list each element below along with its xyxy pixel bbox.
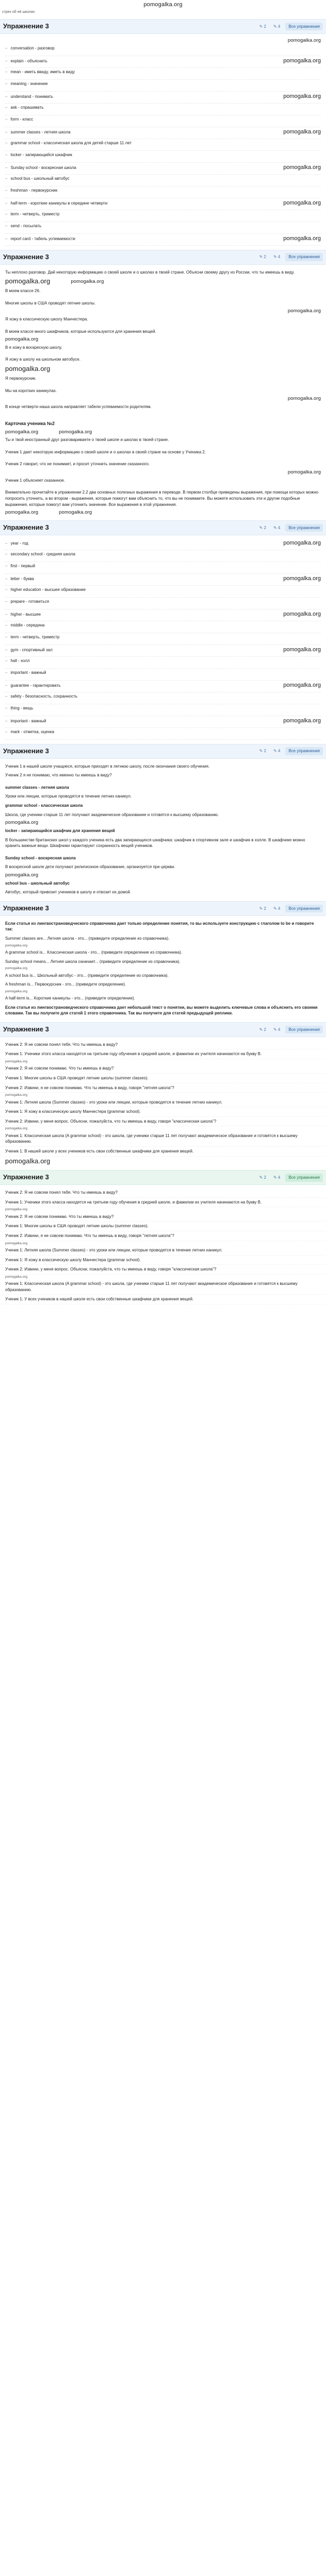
paragraph: Если статья из лингвострановедческого справочника дает небольшой текст о понятии, вы можете выделить ключевые слова и объяснить его своими словами. Так вы получите для статей 1 этого справочника. Так вы получите для статей предыдущей реплики. xyxy=(5,1005,318,1016)
watermark-row xyxy=(0,429,326,436)
bullet-icon: – xyxy=(5,634,8,639)
list-item xyxy=(5,44,321,56)
explain-heading: locker - запирающийся шкафчик для хранения вещей xyxy=(5,828,115,833)
bullet-icon: – xyxy=(5,587,8,592)
list-item xyxy=(5,151,321,163)
exercise-header xyxy=(0,250,326,265)
watermark: pomogalka.org xyxy=(5,510,39,516)
watermark: pomogalka.org xyxy=(283,717,321,724)
list-item xyxy=(5,222,321,234)
dialog-line: Ученик 1: Ученики этого класса находятся на третьем году обучения в средней школе, и фамилии их учителя начинаются на букву В. xyxy=(0,1049,326,1059)
exercise-actions xyxy=(257,1174,323,1182)
bullet-icon: – xyxy=(5,45,8,50)
list-item-text: half-term - короткие каникулы в середине четверти xyxy=(10,200,108,206)
paragraph: A half-term is... Короткие каникулы - это... (приведите определение). xyxy=(5,996,135,1001)
all-exercises-button[interactable]: Все упражнения xyxy=(285,905,323,913)
list-item-text: thing - вещь xyxy=(10,705,34,710)
card-title: Карточка ученика №2 xyxy=(5,421,55,427)
dialog-line: Ученик 2: Извини, у меня вопрос. Объясни, пожалуйста, что ты имеешь в виду, говоря "классическая школа"? xyxy=(0,1117,326,1127)
watermark: pomogalka.org xyxy=(5,872,39,878)
watermark-row xyxy=(0,336,326,343)
watermark: pomogalka.org xyxy=(287,37,321,43)
exercise-title: Упражнение 3 xyxy=(3,22,49,30)
paragraph: В моем классе 26. xyxy=(5,288,41,293)
all-exercises-button[interactable]: Все упражнения xyxy=(285,1174,323,1182)
watermark-row xyxy=(0,469,326,476)
list-item xyxy=(5,633,321,645)
list-item-text: grammar school - классическая школа для детей старше 11 лет xyxy=(10,140,132,145)
pencil-icon-count-2[interactable]: ✎ 2 xyxy=(259,525,266,530)
watermark-row xyxy=(0,395,326,402)
paragraph: Многие школы в США проводят летние школы. xyxy=(5,300,96,306)
exercise-header xyxy=(0,1022,326,1037)
top-note: стрех об ей школах xyxy=(2,10,35,14)
vocab-list-2 xyxy=(0,538,326,740)
bullet-icon: – xyxy=(5,129,8,134)
list-item-text: ask - спрашивать xyxy=(10,105,44,110)
watermark: pomogalka.org xyxy=(287,308,321,314)
list-item-text: understand - понимать xyxy=(10,94,53,99)
list-item-text: middle - середина xyxy=(10,622,45,628)
list-item-text: term - четверть, триместр xyxy=(10,211,60,216)
list-item xyxy=(5,139,321,151)
bullet-icon: – xyxy=(5,612,8,617)
bullet-icon: – xyxy=(5,599,8,604)
list-item xyxy=(5,728,321,740)
bullet-icon: – xyxy=(5,165,8,170)
list-item xyxy=(5,92,321,104)
list-item-text: summer classes - летняя школа xyxy=(10,129,71,134)
vocab-list-1 xyxy=(0,44,326,246)
watermark: pomogalka.org xyxy=(283,57,321,64)
list-item-text: first - первый xyxy=(10,563,36,568)
list-item xyxy=(5,80,321,92)
list-item xyxy=(5,127,321,139)
watermark-row xyxy=(0,509,326,516)
watermark: pomogalka.org xyxy=(5,429,39,435)
paragraph: Summer classes are... Летняя школа - это... (приведите определение из справочника). xyxy=(5,936,170,941)
list-item-text: mark - отметка, оценка xyxy=(10,729,55,734)
list-item xyxy=(5,669,321,681)
watermark: pomogalka.org xyxy=(283,539,321,546)
watermark: pomogalka.org xyxy=(5,336,39,343)
bullet-icon: – xyxy=(5,693,8,699)
watermark: pomogalka.org xyxy=(283,575,321,582)
bullet-icon: – xyxy=(5,69,8,74)
bullet-icon: – xyxy=(5,58,8,63)
bullet-icon: – xyxy=(5,576,8,581)
list-item-text: safety - безопасность, сохранность xyxy=(10,693,78,699)
list-item-text: prepare - готовиться xyxy=(10,599,50,604)
explain-heading: grammar school - классическая школа xyxy=(5,803,83,808)
list-item-text: report card - табель успеваемости xyxy=(10,236,75,241)
bullet-icon: – xyxy=(5,622,8,628)
watermark-row xyxy=(0,308,326,315)
watermark: pomogalka.org xyxy=(283,199,321,206)
pencil-icon-count-4[interactable]: ✎ 4 xyxy=(273,255,281,260)
list-item-text: Sunday school - воскресная школа xyxy=(10,165,76,170)
list-item-text: important - важный xyxy=(10,718,46,723)
list-item-text: mean - иметь ввиду, иметь в виду xyxy=(10,69,75,74)
pencil-icon-count-4[interactable]: ✎ 4 xyxy=(273,24,281,29)
pencil-icon-count-2[interactable]: ✎ 2 xyxy=(259,906,266,911)
watermark: pomogalka.org xyxy=(59,429,92,435)
list-item xyxy=(5,562,321,574)
watermark: pomogalka.org xyxy=(5,1127,27,1131)
all-exercises-button[interactable]: Все упражнения xyxy=(285,253,323,261)
pencil-icon-count-4[interactable]: ✎ 4 xyxy=(273,1027,281,1032)
watermark-row xyxy=(0,277,326,286)
paragraph: Ученик 1 в нашей школе учащиеся, которые приходят в летнюю школу, после окончания своего обучения. xyxy=(5,764,210,769)
paragraph: A school bus is... Школьный автобус - это... (приведите определение из справочника). xyxy=(5,973,169,978)
paragraph: Если статья из лингвострановедческого справочника дает только определение понятия, то вы используете конструкцию с глаголом to be и говорите так: xyxy=(5,921,314,932)
watermark: pomogalka.org xyxy=(5,277,51,285)
pencil-icon-count-4[interactable]: ✎ 4 xyxy=(273,906,281,911)
paragraph: Sunday school means... Летняя школа означает... (приведите определение из справочника). xyxy=(5,959,181,964)
watermark-row xyxy=(0,37,326,44)
watermark: pomogalka.org xyxy=(5,820,39,826)
list-item xyxy=(5,198,321,210)
dialog-line: Ученик 1: Многие школы в США проводят летние школы (summer classes). xyxy=(0,1074,326,1083)
all-exercises-button[interactable]: Все упражнения xyxy=(285,524,323,532)
list-item-text: form - класс xyxy=(10,116,34,122)
list-item xyxy=(5,68,321,80)
paragraph: В большинстве британских школ у каждого ученика есть два запирающихся шкафчика: шкафчик в спортивном зале и шкафчик в холле. В шкафчике можно хранить важные вещи. Шкафчики гарантируют сохранность вещей учеников. xyxy=(5,837,305,849)
dialog-line: Ученик 1: Я хожу в классическую школу Манчестера (grammar school). xyxy=(0,1107,326,1117)
exercise-header xyxy=(0,1170,326,1185)
list-item-text: year - год xyxy=(10,540,28,546)
bullet-icon: – xyxy=(5,81,8,86)
exercise-title: Упражнение 3 xyxy=(3,904,49,912)
pencil-icon-count-2[interactable]: ✎ 2 xyxy=(259,24,266,29)
list-item xyxy=(5,187,321,198)
paragraph: В моем классе много шкафчиков, которые используются для хранения вещей. xyxy=(5,329,156,334)
bullet-icon: – xyxy=(5,540,8,546)
bullet-icon: – xyxy=(5,647,8,652)
dialog-line: Ученик 1: Я хожу в классическую школу Манчестера (grammar school). xyxy=(0,1256,326,1265)
watermark: pomogalka.org xyxy=(283,646,321,653)
list-item-text: explain - объяснить xyxy=(10,58,47,63)
bullet-icon: – xyxy=(5,94,8,99)
paragraph: Уроки или лекции, которые проводятся в течение летних каникул. xyxy=(5,794,132,799)
bullet-icon: – xyxy=(5,718,8,723)
watermark-row xyxy=(0,1157,326,1166)
paragraph: A freshman is... Первокурсник - это... (приведите определение). xyxy=(5,982,126,987)
list-item-text: freshman - первокурсник xyxy=(10,188,58,193)
list-item-text: gym - спортивный зал xyxy=(10,647,53,652)
pencil-icon-count-2[interactable]: ✎ 2 xyxy=(259,255,266,260)
bullet-icon: – xyxy=(5,116,8,122)
pencil-icon-count-2[interactable]: ✎ 2 xyxy=(259,1027,266,1032)
dialog-line: Ученик 1: Классическая школа (A grammar school) - это школа, где ученики старше 11 лет получают академическое образование и готовятся к высшему образованию. xyxy=(0,1131,326,1147)
dialog-line: Ученик 1: Классическая школа (A grammar school) - это школа, где ученики старше 11 лет получают академическое образование и готовятся к высшему образованию. xyxy=(0,1279,326,1295)
watermark: pomogalka.org xyxy=(5,1093,27,1097)
list-item xyxy=(5,210,321,222)
paragraph: Автобус, который привозит учеников в школу и отвозит их домой. xyxy=(5,890,132,895)
watermark: pomogalka.org xyxy=(5,989,27,993)
watermark: pomogalka.org xyxy=(5,1241,27,1245)
paragraph: В я хожу в воскресную школу. xyxy=(5,345,62,350)
watermark: pomogalka.org xyxy=(5,967,27,971)
bullet-icon: – xyxy=(5,105,8,110)
exercise-header xyxy=(0,744,326,759)
bullet-icon: – xyxy=(5,152,8,157)
list-item xyxy=(5,645,321,657)
paragraph: Я первокурсник. xyxy=(5,376,37,381)
list-item xyxy=(5,598,321,609)
list-item xyxy=(5,621,321,633)
list-item-text: conversation - разговор xyxy=(10,45,55,50)
list-item xyxy=(5,704,321,716)
paragraph: Внимательно прочитайте в упражнении 2.2 два основных полезных выражения в переводе. В первом столбце приведены выражения, при помощи которых можно попросить уточнить, а во втором - выражения, которые помогут вам объяснить то, что вы не понимаете. Вы можете использовать эти и другие подобные выражения, которые помогут вам уточнить значение. Все выражения в этой упражнения. xyxy=(5,490,319,507)
exercise-actions xyxy=(257,905,323,913)
watermark-row xyxy=(0,872,326,879)
exercise-actions xyxy=(257,23,323,31)
list-item-text: send - посылать xyxy=(10,223,42,228)
watermark: pomogalka.org xyxy=(283,164,321,171)
watermark: pomogalka.org xyxy=(283,93,321,99)
watermark: pomogalka.org xyxy=(5,365,51,373)
list-item xyxy=(5,234,321,246)
watermark-row xyxy=(0,819,326,826)
pencil-icon-count-4[interactable]: ✎ 4 xyxy=(273,1175,281,1180)
watermark: pomogalka.org xyxy=(5,1208,27,1212)
paragraph: A grammar school is... Классическая школа - это... (приведите определение из справочника). xyxy=(5,950,183,955)
exercise-title: Упражнение 3 xyxy=(3,252,49,261)
exercise-actions xyxy=(257,253,323,261)
watermark: pomogalka.org xyxy=(59,510,92,516)
watermark: pomogalka.org xyxy=(283,611,321,617)
list-item xyxy=(5,115,321,127)
pencil-icon-count-2[interactable]: ✎ 2 xyxy=(259,1175,266,1180)
dialog-line: Ученик 2: Я не совсем понимаю. Что ты имеешь в виду? xyxy=(0,1212,326,1222)
paragraph: Ученик 1 объясняет сказанное. xyxy=(5,478,66,483)
exercise-title: Упражнение 3 xyxy=(3,1173,49,1181)
watermark: pomogalka.org xyxy=(71,278,104,284)
exercise-header xyxy=(0,901,326,916)
watermark-row xyxy=(0,364,326,374)
exercise-header xyxy=(0,19,326,34)
list-item xyxy=(5,586,321,598)
list-item-text: higher education - высшее образование xyxy=(10,587,86,592)
dialog-line: Ученик 1: Ученики этого класса находятся на третьем году обучения в средней школе, и фамилии их учителя начинаются на букву В. xyxy=(0,1198,326,1208)
list-item xyxy=(5,657,321,669)
bullet-icon: – xyxy=(5,200,8,206)
bullet-icon: – xyxy=(5,551,8,556)
bullet-icon: – xyxy=(5,705,8,710)
watermark: pomogalka.org xyxy=(287,396,321,402)
bullet-icon: – xyxy=(5,729,8,734)
paragraph: Ты и твой иностранный друг разговариваете о твоей школе и школах в твоей стране. xyxy=(5,437,169,443)
list-item-text: hall - холл xyxy=(10,658,30,663)
exercise-actions xyxy=(257,524,323,532)
list-item xyxy=(5,692,321,704)
bullet-icon: – xyxy=(5,683,8,688)
list-item xyxy=(5,550,321,562)
watermark: pomogalka.org xyxy=(5,1157,51,1165)
dialog-line: Ученик 2: Извини, я не совсем понимаю. Что ты имеешь в виду, говоря "летняя школа"? xyxy=(0,1231,326,1241)
paragraph: В воскресной школе дети получают религиозное образование, организуется при церкви. xyxy=(5,865,175,870)
list-item xyxy=(5,56,321,68)
watermark: pomogalka.org xyxy=(287,469,321,476)
bullet-icon: – xyxy=(5,140,8,145)
bullet-icon: – xyxy=(5,223,8,228)
list-item-text: meaning - значение xyxy=(10,81,48,86)
dialog-line: Ученик 1: Летняя школа (Summer classes) - это уроки или лекции, которые проводятся в течение летних каникул. xyxy=(0,1246,326,1256)
paragraph: Мы на коротких каникулах. xyxy=(5,388,57,393)
list-item-text: locker - запирающийся шкафчик xyxy=(10,152,72,157)
paragraph: Ученик 1 дает некоторую информацию о своей школе и о школах в своей стране на основе у Ученика 2. xyxy=(5,449,206,454)
paragraph: В конце четверти наша школа направляет табели успеваемости родителям. xyxy=(5,404,152,409)
exercise-actions xyxy=(257,747,323,755)
watermark: pomogalka.org xyxy=(5,1275,27,1279)
bullet-icon: – xyxy=(5,563,8,568)
exercise-title: Упражнение 3 xyxy=(3,747,49,755)
paragraph: Ученик 2 говорит, что не понимает, и просит уточнить значение сказанного. xyxy=(5,462,150,467)
list-item xyxy=(5,609,321,621)
site-logo[interactable]: pomogalka.org xyxy=(143,2,183,8)
list-item-text: secondary school - средняя школа xyxy=(10,551,75,556)
dialog-line: Ученик 1: Летняя школа (Summer classes) - это уроки или лекции, которые проводятся в течение летних каникул. xyxy=(0,1098,326,1108)
list-item xyxy=(5,681,321,692)
list-item-text: letter - буква xyxy=(10,576,34,581)
all-exercises-button[interactable]: Все упражнения xyxy=(285,23,323,31)
all-exercises-button[interactable]: Все упражнения xyxy=(285,1026,323,1034)
list-item-text: term - четверть, триместр xyxy=(10,634,60,639)
all-exercises-button[interactable]: Все упражнения xyxy=(285,747,323,755)
explain-heading: summer classes - летняя школа xyxy=(5,785,69,790)
dialog-line: Ученик 1: У всех учеников в нашей школе есть свои собственные шкафчики для хранения вещей. xyxy=(0,1295,326,1304)
exercise-title: Упражнение 3 xyxy=(3,523,49,531)
dialog-line: Ученик 2: Я не совсем понял тебя. Что ты имеешь в виду? xyxy=(0,1040,326,1050)
watermark: pomogalka.org xyxy=(5,943,27,947)
paragraph: Школа, где ученики старше 11 лет получают академическое образование и готовятся к высшему образованию. xyxy=(5,812,219,817)
dialog-line: Ученик 2: Извини, я не совсем понимаю. Что ты имеешь в виду, говоря "летняя школа"? xyxy=(0,1083,326,1093)
watermark: pomogalka.org xyxy=(5,1059,27,1063)
explain-heading: Sunday school - воскресная школа xyxy=(5,855,76,860)
list-item xyxy=(5,163,321,175)
pencil-icon-count-2[interactable]: ✎ 2 xyxy=(259,749,266,754)
dialog-line: Ученик 2: Я не совсем понял тебя. Что ты имеешь в виду? xyxy=(0,1188,326,1198)
watermark: pomogalka.org xyxy=(283,235,321,242)
list-item xyxy=(5,175,321,187)
watermark: pomogalka.org xyxy=(283,128,321,135)
dialog-line: Ученик 1: Многие школы в США проводят летние школы (summer classes). xyxy=(0,1222,326,1231)
explain-heading: school bus - школьный автобус xyxy=(5,880,70,886)
watermark: pomogalka.org xyxy=(283,682,321,688)
paragraph: Ты неплохо разговор. Дай некоторую информацию о своей школе и о школах в твоей стране. Объясни своему другу из России, что ты имеешь в виду. xyxy=(5,269,295,275)
exercise-header xyxy=(0,520,326,535)
list-item-text: school bus - школьный автобус xyxy=(10,176,70,181)
bullet-icon: – xyxy=(5,670,8,675)
list-item-text: important - важный xyxy=(10,670,46,675)
list-item-text: higher - высшее xyxy=(10,612,41,617)
bullet-icon: – xyxy=(5,658,8,663)
list-item xyxy=(5,574,321,586)
bullet-icon: – xyxy=(5,188,8,193)
paragraph: Я хожу в школу на школьном автобусе. xyxy=(5,357,80,362)
paragraph: Я хожу в классическую школу Манчестера. xyxy=(5,316,88,321)
list-item-text: guarantee - гарантировать xyxy=(10,683,61,688)
paragraph: Ученик 2 я не понимаю, что именно ты имеешь в виду? xyxy=(5,773,112,778)
pencil-icon-count-4[interactable]: ✎ 4 xyxy=(273,749,281,754)
bullet-icon: – xyxy=(5,176,8,181)
bullet-icon: – xyxy=(5,236,8,241)
list-item xyxy=(5,716,321,728)
bullet-icon: – xyxy=(5,211,8,216)
pencil-icon-count-4[interactable]: ✎ 4 xyxy=(273,525,281,530)
list-item xyxy=(5,104,321,115)
dialog-line: Ученик 2: Извини, у меня вопрос. Объясни, пожалуйста, что ты имеешь в виду, говоря "классическая школа"? xyxy=(0,1265,326,1275)
exercise-title: Упражнение 3 xyxy=(3,1025,49,1033)
list-item xyxy=(5,538,321,550)
dialog-line: Ученик 1: В нашей школе у всех учеников есть свои собственные шкафчики для хранения вещей. xyxy=(0,1147,326,1157)
exercise-actions xyxy=(257,1026,323,1034)
dialog-line: Ученик 2: Я не совсем понимаю. Что ты имеешь в виду? xyxy=(0,1064,326,1074)
